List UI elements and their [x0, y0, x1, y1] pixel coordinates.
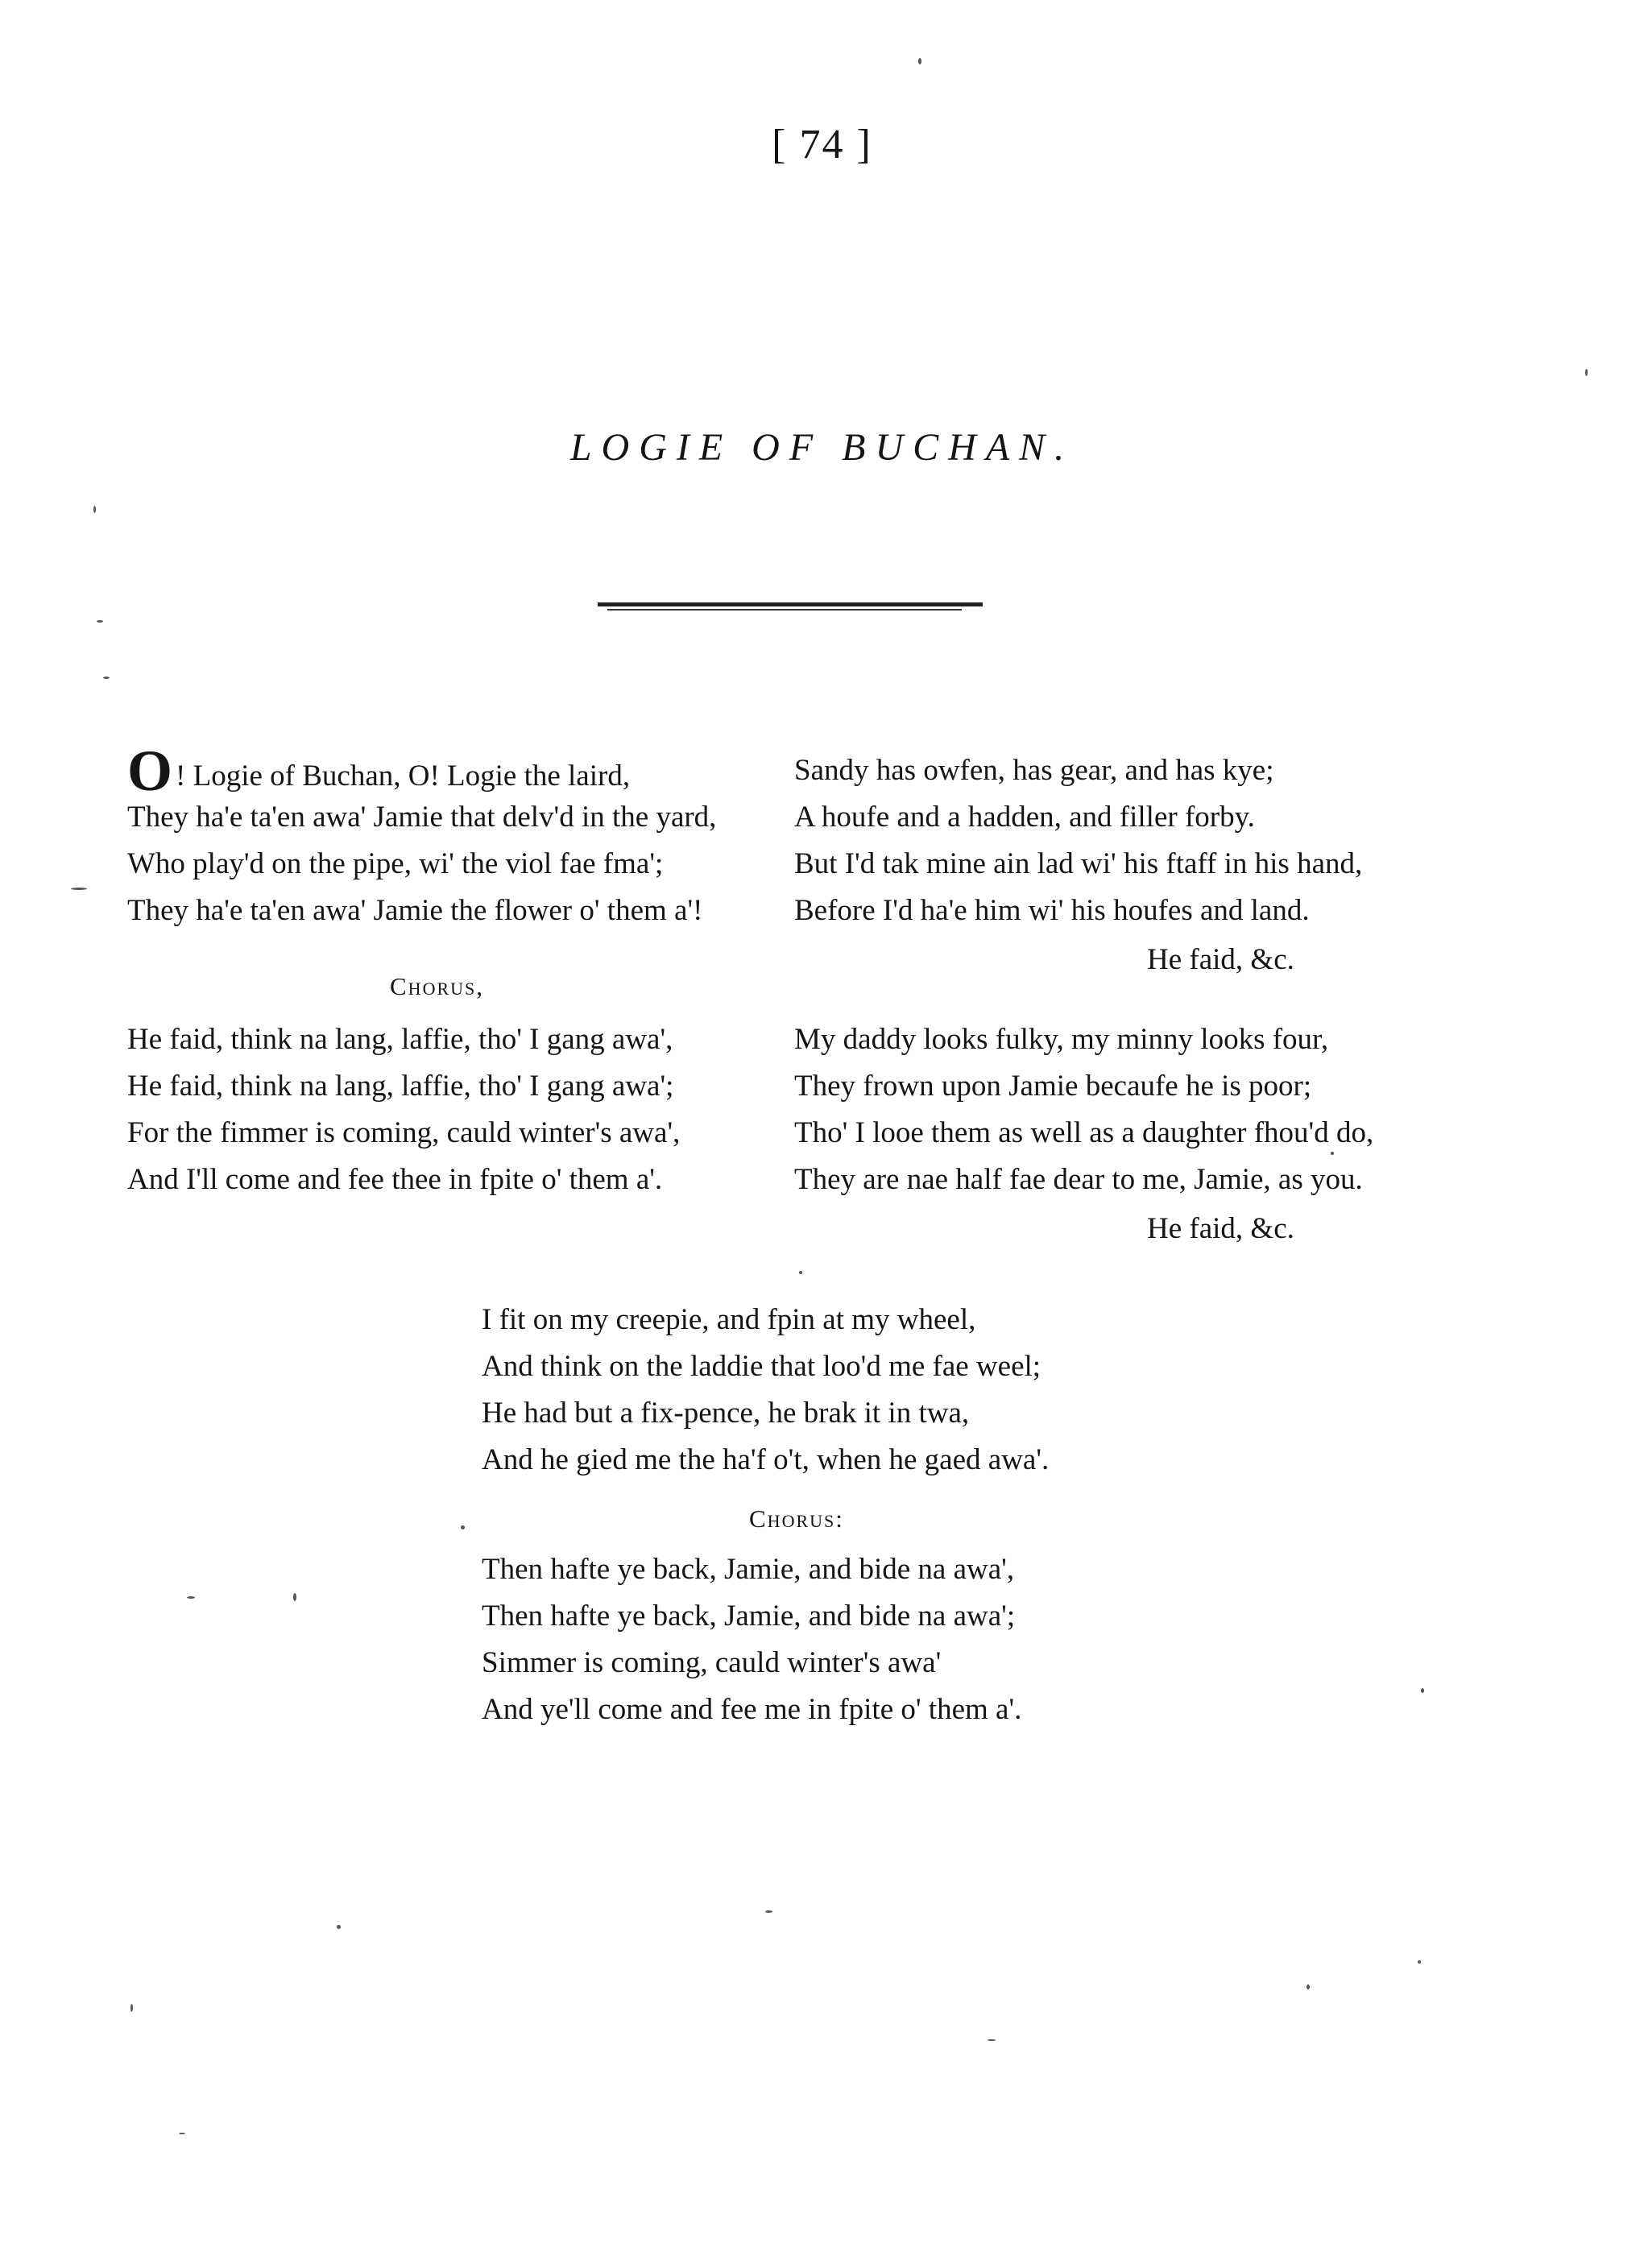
stanza-line: Before I'd ha'e him wi' his houfes and land. [794, 894, 1310, 927]
scan-speck [765, 1910, 772, 1913]
scan-speck [1331, 1152, 1334, 1155]
stanza-line: They ha'e ta'en awa' Jamie the flower o' them a'! [127, 894, 703, 927]
chorus-label: Chorus, [390, 972, 484, 1000]
stanza-line: I fit on my creepie, and fpin at my wheel, [482, 1303, 976, 1336]
chorus-line: He faid, think na lang, laffie, tho' I gang awa'; [127, 1070, 674, 1103]
page-number: [ 74 ] [772, 122, 872, 168]
scan-speck [103, 677, 110, 679]
chorus-line: Then hafte ye back, Jamie, and bide na awa', [482, 1553, 1015, 1586]
scan-speck [187, 1596, 195, 1599]
scan-speck [337, 1925, 341, 1929]
chorus-line: And ye'll come and fee me in fpite o' them a'. [482, 1693, 1022, 1726]
title-divider [598, 602, 983, 610]
scan-speck [179, 2133, 185, 2134]
chorus-line: He faid, think na lang, laffie, tho' I gang awa', [127, 1023, 673, 1056]
stanza-line: And think on the laddie that loo'd me fae weel; [482, 1350, 1041, 1383]
drop-cap: O [127, 739, 173, 803]
stanza-2 [794, 747, 1362, 934]
stanza-1 [127, 739, 717, 934]
stanza-line: Tho' I looe them as well as a daughter fhou'd do, [794, 1116, 1374, 1149]
scan-speck [1307, 1984, 1310, 1989]
scan-speck [918, 58, 921, 64]
refrain-line: He faid, &c. [1147, 1212, 1294, 1245]
scan-speck [799, 1271, 802, 1274]
stanza-line: But I'd tak mine ain lad wi' his ftaff in his hand, [794, 847, 1363, 880]
scan-speck [988, 2039, 996, 2041]
stanza-line: He had but a fix-pence, he brak it in twa, [482, 1397, 970, 1430]
stanza-line: Sandy has owfen, has gear, and has kye; [794, 754, 1274, 787]
scan-speck [293, 1593, 296, 1601]
scan-speck [130, 2004, 133, 2012]
stanza-4 [482, 1297, 1049, 1484]
scan-speck [1585, 369, 1588, 376]
chorus-2 [482, 1546, 1021, 1733]
scan-speck [97, 620, 103, 623]
stanza-line: And he gied me the ha'f o't, when he gaed awa'. [482, 1443, 1050, 1476]
chorus-line: Simmer is coming, cauld winter's awa' [482, 1646, 942, 1679]
chorus-label: Chorus: [749, 1504, 844, 1533]
stanza-line: They frown upon Jamie becaufe he is poor; [794, 1070, 1312, 1103]
stanza-line: They are nae half fae dear to me, Jamie, as you. [794, 1163, 1363, 1196]
chorus-line: And I'll come and fee thee in fpite o' them a'. [127, 1163, 663, 1196]
stanza-line: Who play'd on the pipe, wi' the viol fae fma'; [127, 847, 664, 880]
chorus-line: Then hafte ye back, Jamie, and bide na awa'; [482, 1600, 1016, 1633]
stanza-line: A houfe and a hadden, and filler forby. [794, 801, 1255, 834]
stanza-line: They ha'e ta'en awa' Jamie that delv'd in the yard, [127, 801, 717, 834]
scan-speck [93, 506, 96, 513]
scan-speck [461, 1525, 465, 1529]
scan-speck [1421, 1688, 1424, 1693]
refrain-line: He faid, &c. [1147, 943, 1294, 976]
poem-title: LOGIE OF BUCHAN. [569, 426, 1075, 469]
stanza-line: My daddy looks fulky, my minny looks four, [794, 1023, 1329, 1056]
stanza-3 [794, 1016, 1373, 1203]
stanza-line: O ! Logie of Buchan, O! Logie the laird, [127, 739, 631, 803]
scan-speck [71, 888, 87, 890]
scan-speck [1418, 1960, 1421, 1964]
chorus-1 [127, 1016, 680, 1203]
chorus-line: For the fimmer is coming, cauld winter's awa', [127, 1116, 681, 1149]
